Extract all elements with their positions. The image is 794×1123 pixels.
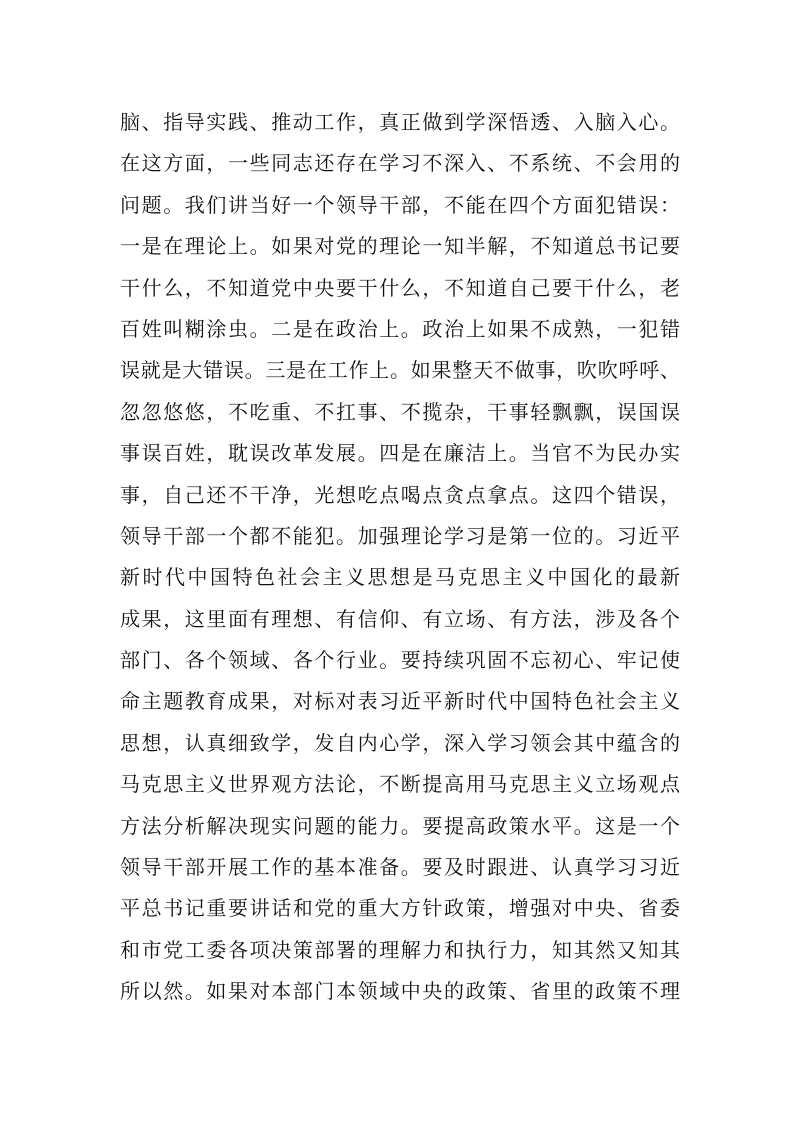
text-line: 事误百姓，耽误改革发展。四是在廉洁上。当官不为民办实 [120, 441, 680, 466]
text-line: 在这方面，一些同志还存在学习不深入、不系统、不会用的 [120, 151, 680, 176]
text-line: 问题。我们讲当好一个领导干部，不能在四个方面犯错误： [120, 192, 680, 217]
text-line: 命主题教育成果，对标对表习近平新时代中国特色社会主义 [120, 689, 680, 714]
text-line: 和市党工委各项决策部署的理解力和执行力，知其然又知其 [120, 937, 680, 962]
text-line: 领导干部一个都不能犯。加强理论学习是第一位的。习近平 [120, 523, 680, 548]
text-line: 所以然。如果对本部门本领域中央的政策、省里的政策不理 [120, 979, 680, 1004]
text-line: 成果，这里面有理想、有信仰、有立场、有方法，涉及各个 [120, 606, 680, 631]
text-line: 方法分析解决现实问题的能力。要提高政策水平。这是一个 [120, 813, 680, 838]
text-line: 误就是大错误。三是在工作上。如果整天不做事，吹吹呼呼、 [120, 358, 680, 383]
text-line: 脑、指导实践、推动工作，真正做到学深悟透、入脑入心。 [120, 110, 680, 134]
text-line: 领导干部开展工作的基本准备。要及时跟进、认真学习习近 [120, 855, 680, 880]
text-line: 平总书记重要讲话和党的重大方针政策，增强对中央、省委 [120, 896, 680, 921]
text-line: 新时代中国特色社会主义思想是马克思主义中国化的最新 [120, 565, 680, 590]
text-line: 思想，认真细致学，发自内心学，深入学习领会其中蕴含的 [120, 730, 680, 755]
text-line: 部门、各个领域、各个行业。要持续巩固不忘初心、牢记使 [120, 648, 680, 673]
text-line: 百姓叫糊涂虫。二是在政治上。政治上如果不成熟，一犯错 [120, 316, 680, 341]
text-line: 一是在理论上。如果对党的理论一知半解，不知道总书记要 [120, 234, 680, 259]
text-line: 忽忽悠悠，不吃重、不扛事、不揽杂，干事轻飘飘，误国误 [120, 399, 680, 424]
text-line: 干什么，不知道党中央要干什么，不知道自己要干什么，老 [120, 275, 680, 300]
body-paragraph [120, 102, 700, 1013]
text-line: 马克思主义世界观方法论，不断提高用马克思主义立场观点 [120, 772, 680, 797]
text-line: 事，自己还不干净，光想吃点喝点贪点拿点。这四个错误， [120, 482, 680, 507]
